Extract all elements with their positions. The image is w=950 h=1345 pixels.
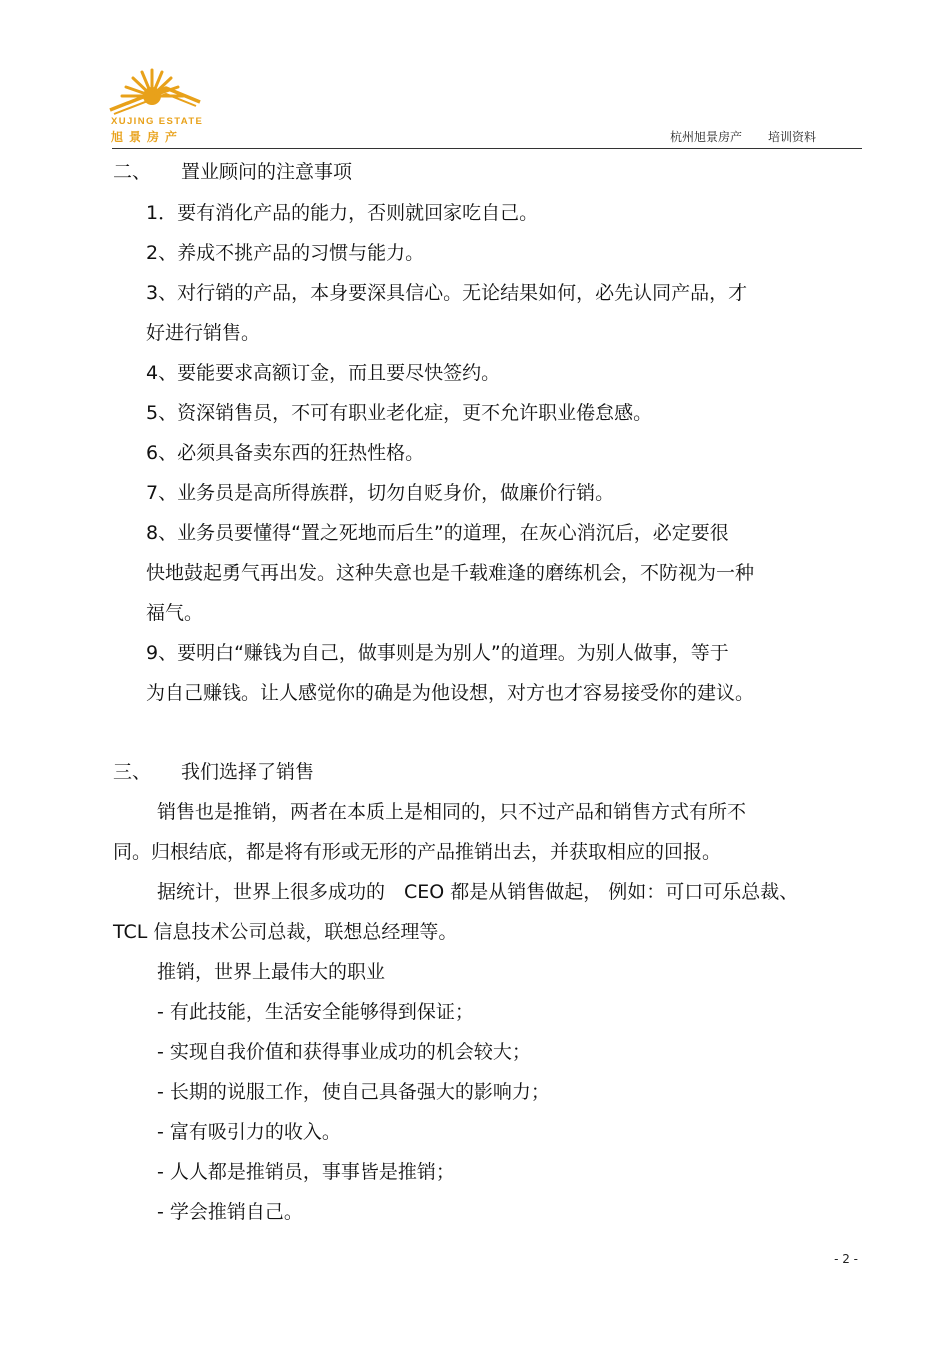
- list-item: 8、业务员要懂得“置之死地而后生”的道理，在灰心消沉后，必定要很: [146, 522, 729, 544]
- list-item-continuation: 为自己赚钱。让人感觉你的确是为他设想，对方也才容易接受你的建议。: [146, 682, 755, 704]
- header-divider: [112, 148, 862, 149]
- section-heading: [113, 160, 352, 184]
- bullet-item: - 人人都是推销员，事事皆是推销；: [157, 1161, 455, 1183]
- bullet-item: - 实现自我价值和获得事业成功的机会较大；: [157, 1041, 531, 1063]
- header-doc-type: 培训资料: [767, 130, 816, 144]
- list-item: 2、养成不挑产品的习惯与能力。: [146, 242, 425, 264]
- list-item: 7、业务员是高所得族群，切勿自贬身价，做廉价行销。: [146, 482, 615, 504]
- list-item-continuation: 好进行销售。: [146, 322, 261, 344]
- list-item: 4、要能要求高额订金，而且要尽快签约。: [146, 362, 501, 384]
- paragraph-line: 销售也是推销，两者在本质上是相同的，只不过产品和销售方式有所不: [157, 801, 747, 823]
- list-item-continuation: 快地鼓起勇气再出发。这种失意也是千载难逢的磨练机会，不防视为一种: [146, 562, 755, 584]
- page-header: [670, 128, 816, 145]
- bullet-item: - 学会推销自己。: [157, 1201, 303, 1223]
- section-number: 二、: [113, 161, 152, 183]
- header-company: 杭州旭景房产: [669, 130, 742, 144]
- list-item: 1．要有消化产品的能力，否则就回家吃自己。: [146, 202, 539, 224]
- bullet-item: - 有此技能，生活安全能够得到保证；: [157, 1001, 474, 1023]
- logo-english-text: XUJING ESTATE: [111, 116, 204, 127]
- list-item-continuation: 福气。: [146, 602, 204, 624]
- sun-house-logo-icon: [108, 66, 208, 116]
- list-item: 6、必须具备卖东西的狂热性格。: [146, 442, 425, 464]
- section-title: 我们选择了销售: [181, 761, 315, 783]
- bullet-item: - 长期的说服工作，使自己具备强大的影响力；: [157, 1081, 550, 1103]
- section-number: 三、: [113, 761, 152, 783]
- bullet-item: - 富有吸引力的收入。: [157, 1121, 341, 1143]
- paragraph-line: 同。归根结底，都是将有形或无形的产品推销出去，并获取相应的回报。: [113, 841, 722, 863]
- list-item: 5、资深销售员，不可有职业老化症，更不允许职业倦怠感。: [146, 402, 653, 424]
- paragraph-line: 据统计，世界上很多成功的 CEO 都是从销售做起， 例如：可口可乐总裁、: [157, 881, 799, 903]
- page-number: - 2 -: [834, 1252, 858, 1266]
- company-logo: [108, 66, 208, 144]
- paragraph-line: TCL 信息技术公司总裁，联想总经理等。: [113, 921, 458, 943]
- section-heading: [113, 760, 314, 784]
- logo-chinese-text: 旭景房产: [111, 130, 184, 144]
- list-item: 3、对行销的产品，本身要深具信心。无论结果如何，必先认同产品，才: [146, 282, 748, 304]
- section-title: 置业顾问的注意事项: [181, 161, 353, 183]
- paragraph-line: 推销，世界上最伟大的职业: [157, 961, 386, 983]
- list-item: 9、要明白“赚钱为自己，做事则是为别人”的道理。为别人做事，等于: [146, 642, 729, 664]
